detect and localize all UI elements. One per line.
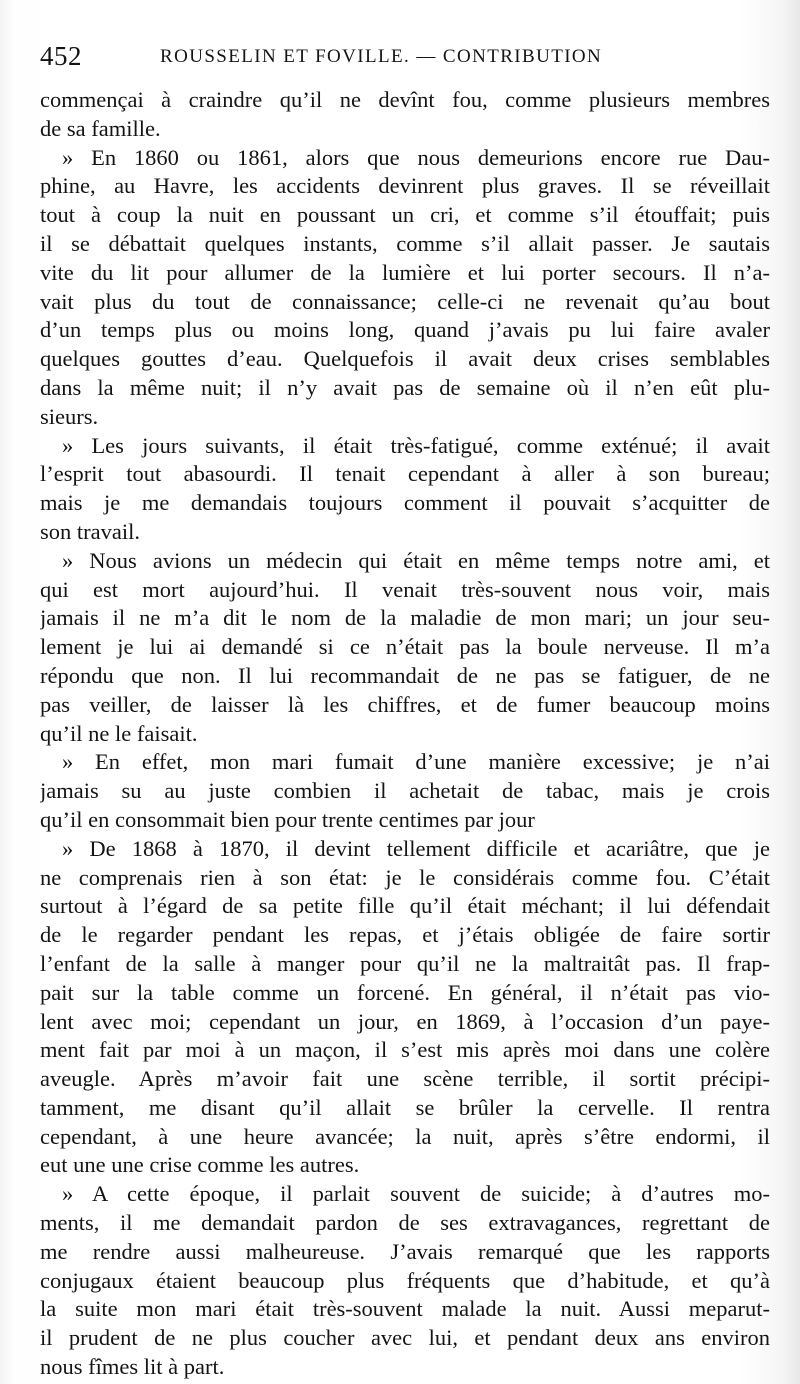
text-line: jamais su au juste combien il achetait de tabac, mais je crois [40, 778, 770, 804]
text-line: de sa famille. [40, 115, 161, 141]
text-line: me rendre aussi malheureuse. J’avais remarqué que les rapports [40, 1238, 770, 1264]
text-line: l’esprit tout abasourdi. Il tenait cependant à aller à son bureau; [40, 461, 770, 487]
text-line: il se débattait quelques instants, comme s’il allait passer. Je sautais [40, 230, 770, 256]
body-text [40, 86, 770, 1382]
text-line: il prudent de ne plus coucher avec lui, et pendant deux ans environ [40, 1325, 770, 1351]
text-line: nous fîmes lit à part. [40, 1354, 225, 1380]
running-title: ROUSSELIN ET FOVILLE. — CONTRIBUTION [160, 46, 603, 67]
text-line: qu’il en consommait bien pour trente centimes par jour [40, 806, 535, 832]
text-line: » Nous avions un médecin qui était en même temps notre ami, et [62, 547, 770, 573]
text-line: répondu que non. Il lui recommandait de ne pas se fatiguer, de ne [40, 662, 770, 688]
text-line: aveugle. Après m’avoir fait une scène terrible, il sortit précipi- [40, 1066, 770, 1092]
text-line: de le regarder pendant les repas, et j’étais obligée de faire sortir [40, 922, 770, 948]
text-line: phine, au Havre, les accidents devinrent plus graves. Il se réveillait [40, 173, 770, 199]
text-line: qu’il ne le faisait. [40, 720, 198, 746]
text-line: quelques gouttes d’eau. Quelquefois il avait deux crises semblables [40, 346, 770, 372]
text-line: lent avec moi; cependant un jour, en 1869, à l’occasion d’un paye- [40, 1008, 770, 1034]
text-line: pas veiller, de laisser là les chiffres, et de fumer beaucoup moins [40, 691, 770, 717]
text-line: l’enfant de la salle à manger pour qu’il ne la maltraitât pas. Il frap- [40, 950, 770, 976]
text-line: cependant, à une heure avancée; la nuit, après s’être endormi, il [40, 1123, 770, 1149]
text-line: mais je me demandais toujours comment il pouvait s’acquitter de [40, 490, 770, 516]
text-line: surtout à l’égard de sa petite fille qu’il était méchant; il lui défendait [40, 893, 770, 919]
text-line: ment fait par moi à un maçon, il s’est mis après moi dans une colère [40, 1037, 770, 1063]
text-line: vite du lit pour allumer de la lumière et lui porter secours. Il n’a- [40, 259, 770, 285]
text-line: vait plus du tout de connaissance; celle-ci ne revenait qu’au bout [40, 288, 770, 314]
running-head [40, 40, 770, 72]
text-line: tamment, me disant qu’il allait se brûler la cervelle. Il rentra [40, 1094, 770, 1120]
text-line: » A cette époque, il parlait souvent de suicide; à d’autres mo- [62, 1181, 770, 1207]
page-number: 452 [40, 41, 82, 71]
text-line: son travail. [40, 518, 140, 544]
text-line: conjugaux étaient beaucoup plus fréquents que d’habitude, et qu’à [40, 1267, 770, 1293]
text-line: ne comprenais rien à son état: je le considérais comme fou. C’était [40, 864, 770, 890]
text-line: eut une une crise comme les autres. [40, 1152, 360, 1178]
text-line: sieurs. [40, 403, 99, 429]
text-line: tout à coup la nuit en poussant un cri, et comme s’il étouffait; puis [40, 202, 770, 228]
text-line: la suite mon mari était très-souvent malade la nuit. Aussi meparut- [40, 1296, 770, 1322]
text-line: » En effet, mon mari fumait d’une manière excessive; je n’ai [62, 749, 770, 775]
text-line: d’un temps plus ou moins long, quand j’avais pu lui faire avaler [40, 317, 770, 343]
text-line: jamais il ne m’a dit le nom de la maladie de mon mari; un jour seu- [40, 605, 770, 631]
text-line: qui est mort aujourd’hui. Il venait très-souvent nous voir, mais [40, 576, 770, 602]
text-line: dans la même nuit; il n’y avait pas de semaine où il n’en eût plu- [40, 374, 770, 400]
text-line: commençai à craindre qu’il ne devînt fou, comme plusieurs membres [40, 87, 770, 112]
text-line: » Les jours suivants, il était très-fatigué, comme exténué; il avait [62, 432, 770, 458]
text-line: lement je lui ai demandé si ce n’était pas la boule nerveuse. Il m’a [40, 634, 770, 660]
text-line: ments, il me demandait pardon de ses extravagances, regrettant de [40, 1210, 770, 1236]
text-line: » En 1860 ou 1861, alors que nous demeurions encore rue Dau- [62, 144, 770, 170]
text-line: » De 1868 à 1870, il devint tellement difficile et acariâtre, que je [62, 835, 770, 861]
text-line: pait sur la table comme un forcené. En général, il n’était pas vio- [40, 979, 770, 1005]
